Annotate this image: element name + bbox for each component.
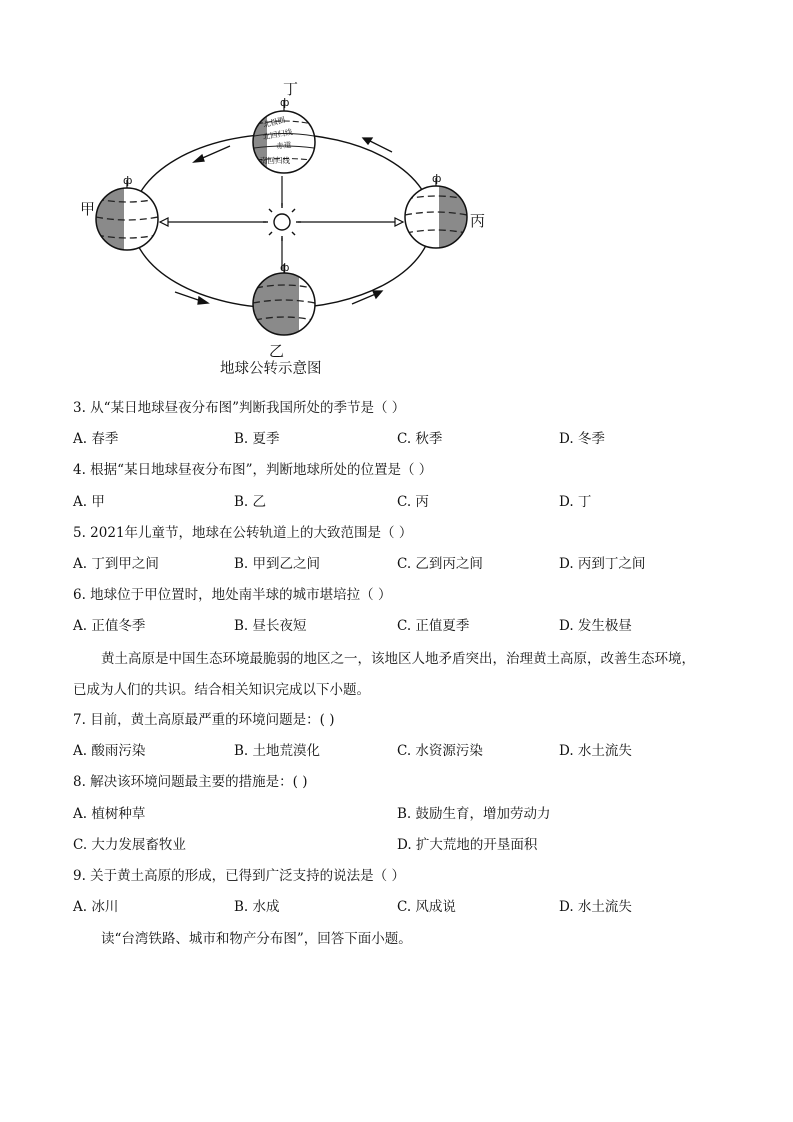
globe-jia	[96, 174, 158, 252]
question-5-option-a[interactable]: A. 丁到甲之间	[73, 556, 159, 572]
question-7-option-d[interactable]: D. 水土流失	[559, 743, 632, 759]
question-9-option-c[interactable]: C. 风成说	[397, 899, 456, 915]
passage-1-line-2: 已成为人们的共识。结合相关知识完成以下小题。	[73, 682, 370, 698]
passage-1-line-1: 黄土高原是中国生态环境最脆弱的地区之一，该地区人地矛盾突出，治理黄土高原，改善生态环境，	[101, 651, 695, 667]
question-4-option-a[interactable]: A. 甲	[73, 494, 105, 510]
label-ding: 丁	[283, 80, 299, 98]
question-3-option-a[interactable]: A. 春季	[73, 431, 119, 447]
label-bing: 丙	[470, 212, 486, 230]
question-6-option-a[interactable]: A. 正值冬季	[73, 618, 146, 634]
question-8-option-c[interactable]: C. 大力发展畜牧业	[73, 837, 186, 853]
question-3-stem: 3. 从“某日地球昼夜分布图”判断我国所处的季节是（ ）	[73, 400, 406, 416]
pole-symbol-yi: ф	[280, 261, 290, 274]
label-arctic-circle: 北极圈	[262, 115, 287, 130]
label-jia: 甲	[80, 200, 96, 218]
question-3-option-d[interactable]: D. 冬季	[559, 431, 605, 447]
question-7-stem: 7. 目前，黄土高原最严重的环境问题是：( )	[73, 712, 335, 728]
question-8-option-b[interactable]: B. 鼓励生育，增加劳动力	[397, 806, 551, 822]
question-5-option-c[interactable]: C. 乙到丙之间	[397, 556, 483, 572]
question-6-option-c[interactable]: C. 正值夏季	[397, 618, 470, 634]
question-7-option-a[interactable]: A. 酸雨污染	[73, 743, 146, 759]
question-8-stem: 8. 解决该环境问题最主要的措施是：( )	[73, 774, 308, 790]
question-8-option-a[interactable]: A. 植树种草	[73, 806, 146, 822]
question-5-stem: 5. 2021年儿童节，地球在公转轨道上的大致范围是（ ）	[73, 525, 413, 541]
globe-bing	[405, 172, 469, 250]
question-6-stem: 6. 地球位于甲位置时，地处南半球的城市堪培拉（ ）	[73, 587, 392, 603]
passage-2: 读“台湾铁路、城市和物产分布图”，回答下面小题。	[101, 931, 412, 947]
sun-icon	[263, 203, 301, 241]
earth-orbit-diagram	[70, 78, 510, 378]
question-4-option-b[interactable]: B. 乙	[234, 494, 267, 510]
pole-symbol-jia: ф	[123, 174, 133, 187]
question-7-option-b[interactable]: B. 土地荒漠化	[234, 743, 321, 759]
question-9-option-b[interactable]: B. 水成	[234, 899, 280, 915]
question-3-option-b[interactable]: B. 夏季	[234, 431, 280, 447]
diagram-title: 地球公转示意图	[220, 361, 322, 377]
question-6-option-d[interactable]: D. 发生极昼	[559, 618, 632, 634]
label-equator: 赤道	[275, 140, 292, 151]
question-5-option-d[interactable]: D. 丙到丁之间	[559, 556, 646, 572]
question-9-stem: 9. 关于黄土高原的形成，已得到广泛支持的说法是（ ）	[73, 868, 405, 884]
label-yi: 乙	[269, 342, 285, 360]
question-3-option-c[interactable]: C. 秋季	[397, 431, 443, 447]
question-9-option-a[interactable]: A. 冰川	[73, 899, 119, 915]
label-tropic-capricorn: 南回归线	[260, 156, 290, 165]
question-7-option-c[interactable]: C. 水资源污染	[397, 743, 483, 759]
question-4-option-c[interactable]: C. 丙	[397, 494, 429, 510]
question-6-option-b[interactable]: B. 昼长夜短	[234, 618, 307, 634]
question-5-option-b[interactable]: B. 甲到乙之间	[234, 556, 321, 572]
globe-ding	[253, 96, 315, 173]
question-4-option-d[interactable]: D. 丁	[559, 494, 592, 510]
pole-symbol-bing: ф	[432, 172, 442, 185]
globe-yi	[253, 261, 315, 335]
pole-symbol-ding: ф	[280, 96, 290, 109]
question-8-option-d[interactable]: D. 扩大荒地的开垦面积	[397, 837, 538, 853]
question-4-stem: 4. 根据“某日地球昼夜分布图”，判断地球所处的位置是（ ）	[73, 462, 433, 478]
label-tropic-cancer: 北回归线	[262, 127, 294, 142]
question-9-option-d[interactable]: D. 水土流失	[559, 899, 632, 915]
